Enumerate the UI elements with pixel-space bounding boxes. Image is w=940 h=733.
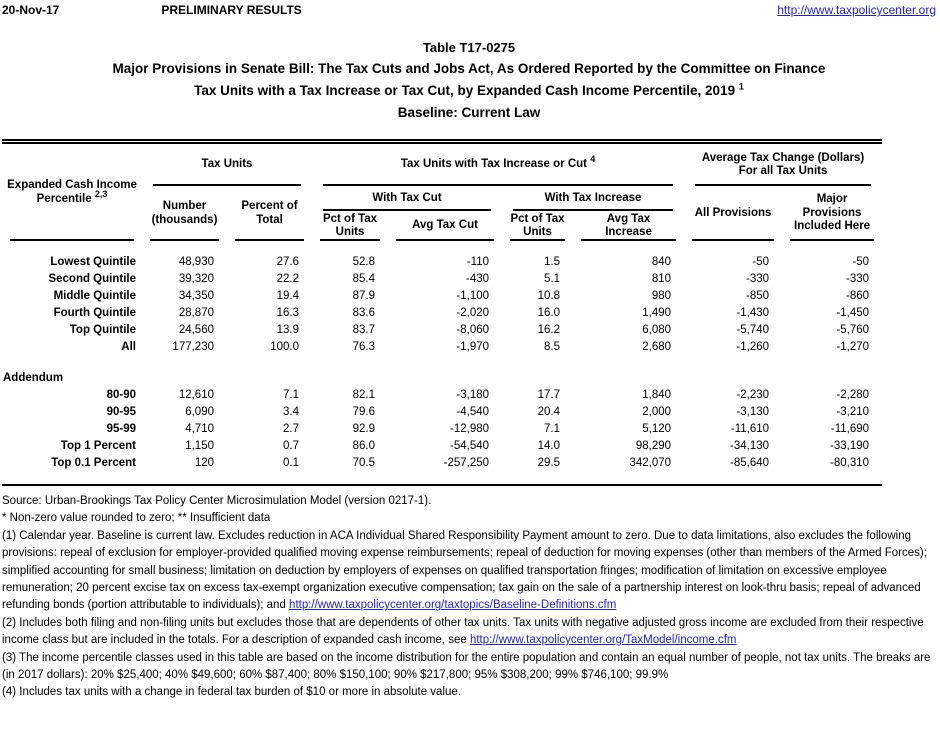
column-header-all-provisions: All Provisions (684, 186, 782, 241)
cell-value: -2,020 (456, 306, 490, 319)
group-header-with-tax-cut: With Tax Cut (312, 186, 502, 211)
table-number: Table T17-0275 (422, 40, 516, 55)
spacer-row (2, 355, 882, 369)
cell-value: -330 (846, 272, 870, 285)
percent-total-header-text: Percent of Total (241, 200, 298, 226)
cell-value: 100.0 (270, 340, 300, 353)
cell-value: -1,430 (736, 306, 770, 319)
report-date: 20-Nov-17 (2, 3, 60, 17)
cell-value: 6,080 (642, 323, 672, 336)
cell-value: 29.5 (537, 456, 561, 469)
cell-value: 810 (651, 272, 672, 285)
cell-value: -4,540 (456, 405, 490, 418)
column-header-percent-of-total (227, 186, 312, 241)
cell-value: 980 (651, 289, 672, 302)
footnote: (3) The income percentile classes used in this table are based on the income distribution for the entire population and contain an equal number of people, not tax units. The breaks are (in 2017 dollars): 20% $25,400; 40% $49,600; 60% $87,400; 80% $150,100; 90% $217,800; 95% $308,200; 99% $746,100; 99.9% (2, 651, 931, 682)
cell-value: -5,760 (836, 323, 870, 336)
major-provisions-header-text: Major Provisions Included Here (794, 193, 871, 233)
cell-value: -2,280 (836, 388, 870, 401)
percentile-footnote-ref: 2,3 (94, 188, 108, 199)
number-header-text: Number (thousands) (151, 200, 218, 226)
cell-value: 34,350 (178, 289, 214, 302)
avg-tax-change-line-2: For all Tax Units (738, 165, 828, 177)
cell-value: -430 (465, 272, 490, 285)
top-bar (2, 3, 936, 21)
pct-cut-header-text: Pct of Tax Units (322, 212, 378, 238)
spacer-cell (2, 241, 882, 253)
row-label: Middle Quintile (53, 289, 136, 302)
cell-value: 5.1 (544, 272, 561, 285)
addendum-row (2, 369, 882, 386)
cell-value: 79.6 (352, 405, 376, 418)
preliminary-results-label: PRELIMINARY RESULTS (161, 3, 302, 17)
cell-value: 22.2 (276, 272, 300, 285)
title-line-2 (2, 80, 936, 102)
row-label: 95-99 (106, 422, 136, 435)
row-label: 80-90 (106, 388, 136, 401)
cell-value: -1,100 (456, 289, 490, 302)
cell-value: -1,260 (736, 340, 770, 353)
footnote: * Non-zero value rounded to zero; ** Insufficient data (2, 512, 271, 525)
cell-value: 19.4 (276, 289, 300, 302)
taxpolicycenter-link[interactable]: http://www.taxpolicycenter.org (777, 3, 936, 17)
column-header-percentile (2, 144, 142, 241)
cell-value: 92.9 (352, 422, 376, 435)
cell-value: 4,710 (185, 422, 214, 435)
cell-value: 27.6 (276, 255, 300, 268)
title-line-1: Major Provisions in Senate Bill: The Tax Cuts and Jobs Act, As Ordered Reported by the Committee on Finance (112, 61, 826, 76)
footnote: (4) Includes tax units with a change in federal tax burden of $10 or more in absolute value. (2, 686, 461, 699)
cell-value: -50 (752, 255, 770, 268)
footnote-link[interactable]: http://www.taxpolicycenter.org/TaxModel/income.cfm (469, 634, 737, 647)
cell-value: -11,690 (830, 422, 870, 435)
cell-value: -11,610 (730, 422, 770, 435)
cell-value: -54,540 (450, 439, 490, 452)
cell-value: 98,290 (635, 439, 672, 452)
pct-increase-header-text: Pct of Tax Units (510, 212, 565, 238)
spacer-row (2, 471, 882, 484)
column-header-avg-tax-increase (573, 211, 684, 241)
spacer-cell (2, 471, 882, 484)
cell-value: 20.4 (537, 405, 561, 418)
cell-value: 5,120 (642, 422, 672, 435)
cell-value: 82.1 (352, 388, 376, 401)
group-header-with-tax-increase: With Tax Increase (502, 186, 684, 211)
cell-value: 2.7 (283, 422, 300, 435)
title-line-2-text: Tax Units with a Tax Increase or Tax Cut, by Expanded Cash Income Percentile, 2019 (194, 83, 736, 98)
cell-value: 0.1 (283, 456, 300, 469)
cell-value: 76.3 (352, 340, 376, 353)
column-header-major-provisions (782, 186, 882, 241)
cell-value: -257,250 (443, 456, 490, 469)
cell-value: -850 (746, 289, 770, 302)
row-label: Second Quintile (48, 272, 136, 285)
table-row (2, 386, 882, 403)
cell-value: -1,970 (456, 340, 490, 353)
cell-value: 52.8 (352, 255, 376, 268)
table-row (2, 403, 882, 420)
cell-value: -2,230 (736, 388, 770, 401)
column-header-pct-tax-units-cut (312, 211, 388, 241)
table-row (2, 437, 882, 454)
table-row (2, 287, 882, 304)
cell-value: 1,490 (642, 306, 672, 319)
cell-value: -80,310 (830, 456, 870, 469)
cell-value: 28,870 (178, 306, 214, 319)
distribution-table (2, 139, 882, 486)
spacer-cell (2, 355, 882, 369)
table-row (2, 253, 882, 270)
cell-value: -33,190 (830, 439, 870, 452)
cell-value: -8,060 (456, 323, 490, 336)
cell-value: 83.6 (352, 306, 376, 319)
cell-value: 7.1 (544, 422, 561, 435)
footnotes (2, 493, 936, 702)
cell-value: 840 (651, 255, 672, 268)
group-header-tax-units: Tax Units (142, 144, 312, 186)
row-label: Lowest Quintile (50, 255, 136, 268)
cell-value: 8.5 (544, 340, 561, 353)
footnote: (1) Calendar year. Baseline is current law. Excludes reduction in ACA Individual Shared Responsibility Payment amount to zero. Due to data limitations, also excludes the following provisions: repeal of exclusion for employer-provided qualified moving expense reimbursements; repeal of deduction for moving expenses (other than members of the Armed Forces); simplified accounting for small business; limitation on deduction by employers of expenses on qualified transportation fringes; modification of limitation on excessive employee remuneration; 20 percent excise tax on excess tax-exempt organization executive compensation; tax gain on the sale of a partnership interest on look-thru basis; repeal of advanced refunding bonds (portion attributable to individuals); and http://www.taxpolicycenter.org/taxtopics/Baseline-Definitions.cfm (2, 529, 927, 612)
cell-value: 17.7 (537, 388, 561, 401)
cell-value: 87.9 (352, 289, 376, 302)
footnote-link[interactable]: http://www.taxpolicycenter.org/taxtopics/Baseline-Definitions.cfm (289, 599, 617, 612)
cell-value: -5,740 (736, 323, 770, 336)
cell-value: 3.4 (283, 405, 300, 418)
cell-value: 83.7 (352, 323, 376, 336)
cell-value: 70.5 (352, 456, 376, 469)
cell-value: -50 (852, 255, 870, 268)
row-label: Top 0.1 Percent (51, 456, 136, 469)
group-header-avg-tax-change (684, 144, 882, 186)
table-body (2, 241, 882, 484)
addendum-label: Addendum (3, 371, 64, 384)
cell-value: 16.3 (276, 306, 300, 319)
cell-value: 1.5 (544, 255, 561, 268)
percentile-header-text: Expanded Cash Income Percentile (7, 179, 137, 205)
cell-value: 177,230 (172, 340, 214, 353)
increase-or-cut-footnote-ref: 4 (590, 154, 596, 165)
cell-value: 16.2 (537, 323, 561, 336)
cell-value: 86.0 (352, 439, 376, 452)
cell-value: -3,210 (836, 405, 870, 418)
column-header-pct-tax-units-increase (502, 211, 573, 241)
table-row (2, 270, 882, 287)
table-row (2, 420, 882, 437)
cell-value: -110 (466, 255, 490, 268)
cell-value: 24,560 (178, 323, 214, 336)
column-header-avg-tax-cut: Avg Tax Cut (388, 211, 502, 241)
cell-value: 342,070 (629, 456, 672, 469)
cell-value: 1,150 (185, 439, 214, 452)
spacer-row (2, 241, 882, 253)
avg-tax-change-line-1: Average Tax Change (Dollars) (701, 151, 865, 164)
cell-value: 2,680 (642, 340, 672, 353)
cell-value: -330 (746, 272, 770, 285)
footnote: (2) Includes both filing and non-filing units but excludes those that are dependents of other tax units. Tax units with negative adjusted gross income are excluded from their respective income class but are included in the totals. For a description of expanded cash income, see http://www.taxpolicycenter.org/TaxModel/income.cfm (2, 616, 924, 647)
cell-value: -1,270 (836, 340, 870, 353)
cell-value: 0.7 (283, 439, 300, 452)
row-label: All (121, 340, 136, 353)
footnote: Source: Urban-Brookings Tax Policy Center Microsimulation Model (version 0217-1). (2, 495, 432, 507)
table-row (2, 454, 882, 471)
avg-increase-header-text: Avg Tax Increase (605, 212, 652, 238)
cell-value: -860 (846, 289, 870, 302)
cell-value: 10.8 (537, 289, 561, 302)
cell-value: -3,130 (736, 405, 770, 418)
cell-value: 16.0 (537, 306, 561, 319)
cell-value: 39,320 (178, 272, 214, 285)
table-header (2, 144, 882, 241)
row-label: Top 1 Percent (60, 439, 136, 452)
cell-value: 14.0 (537, 439, 561, 452)
table-row (2, 321, 882, 338)
cell-value: -12,980 (450, 422, 490, 435)
cell-value: 7.1 (283, 388, 300, 401)
table-row (2, 338, 882, 355)
group-header-increase-or-cut (312, 144, 684, 186)
row-label: 90-95 (106, 405, 136, 418)
cell-value: 6,090 (185, 405, 214, 418)
cell-value: 85.4 (352, 272, 376, 285)
cell-value: -3,180 (456, 388, 490, 401)
cell-value: -85,640 (730, 456, 770, 469)
column-header-number (142, 186, 227, 241)
cell-value: 2,000 (642, 405, 672, 418)
title-footnote-ref: 1 (738, 81, 744, 92)
cell-value: 1,840 (642, 388, 672, 401)
cell-value: 12,610 (178, 388, 214, 401)
table-row (2, 304, 882, 321)
title-block (2, 37, 936, 124)
row-label: Top Quintile (69, 323, 136, 336)
increase-or-cut-text: Tax Units with Tax Increase or Cut (400, 158, 588, 171)
cell-value: 120 (194, 456, 214, 469)
row-label: Fourth Quintile (53, 306, 136, 319)
baseline-label: Baseline: Current Law (397, 105, 541, 120)
cell-value: 13.9 (276, 323, 300, 336)
cell-value: 48,930 (178, 255, 214, 268)
cell-value: -1,450 (836, 306, 870, 319)
cell-value: -34,130 (730, 439, 770, 452)
